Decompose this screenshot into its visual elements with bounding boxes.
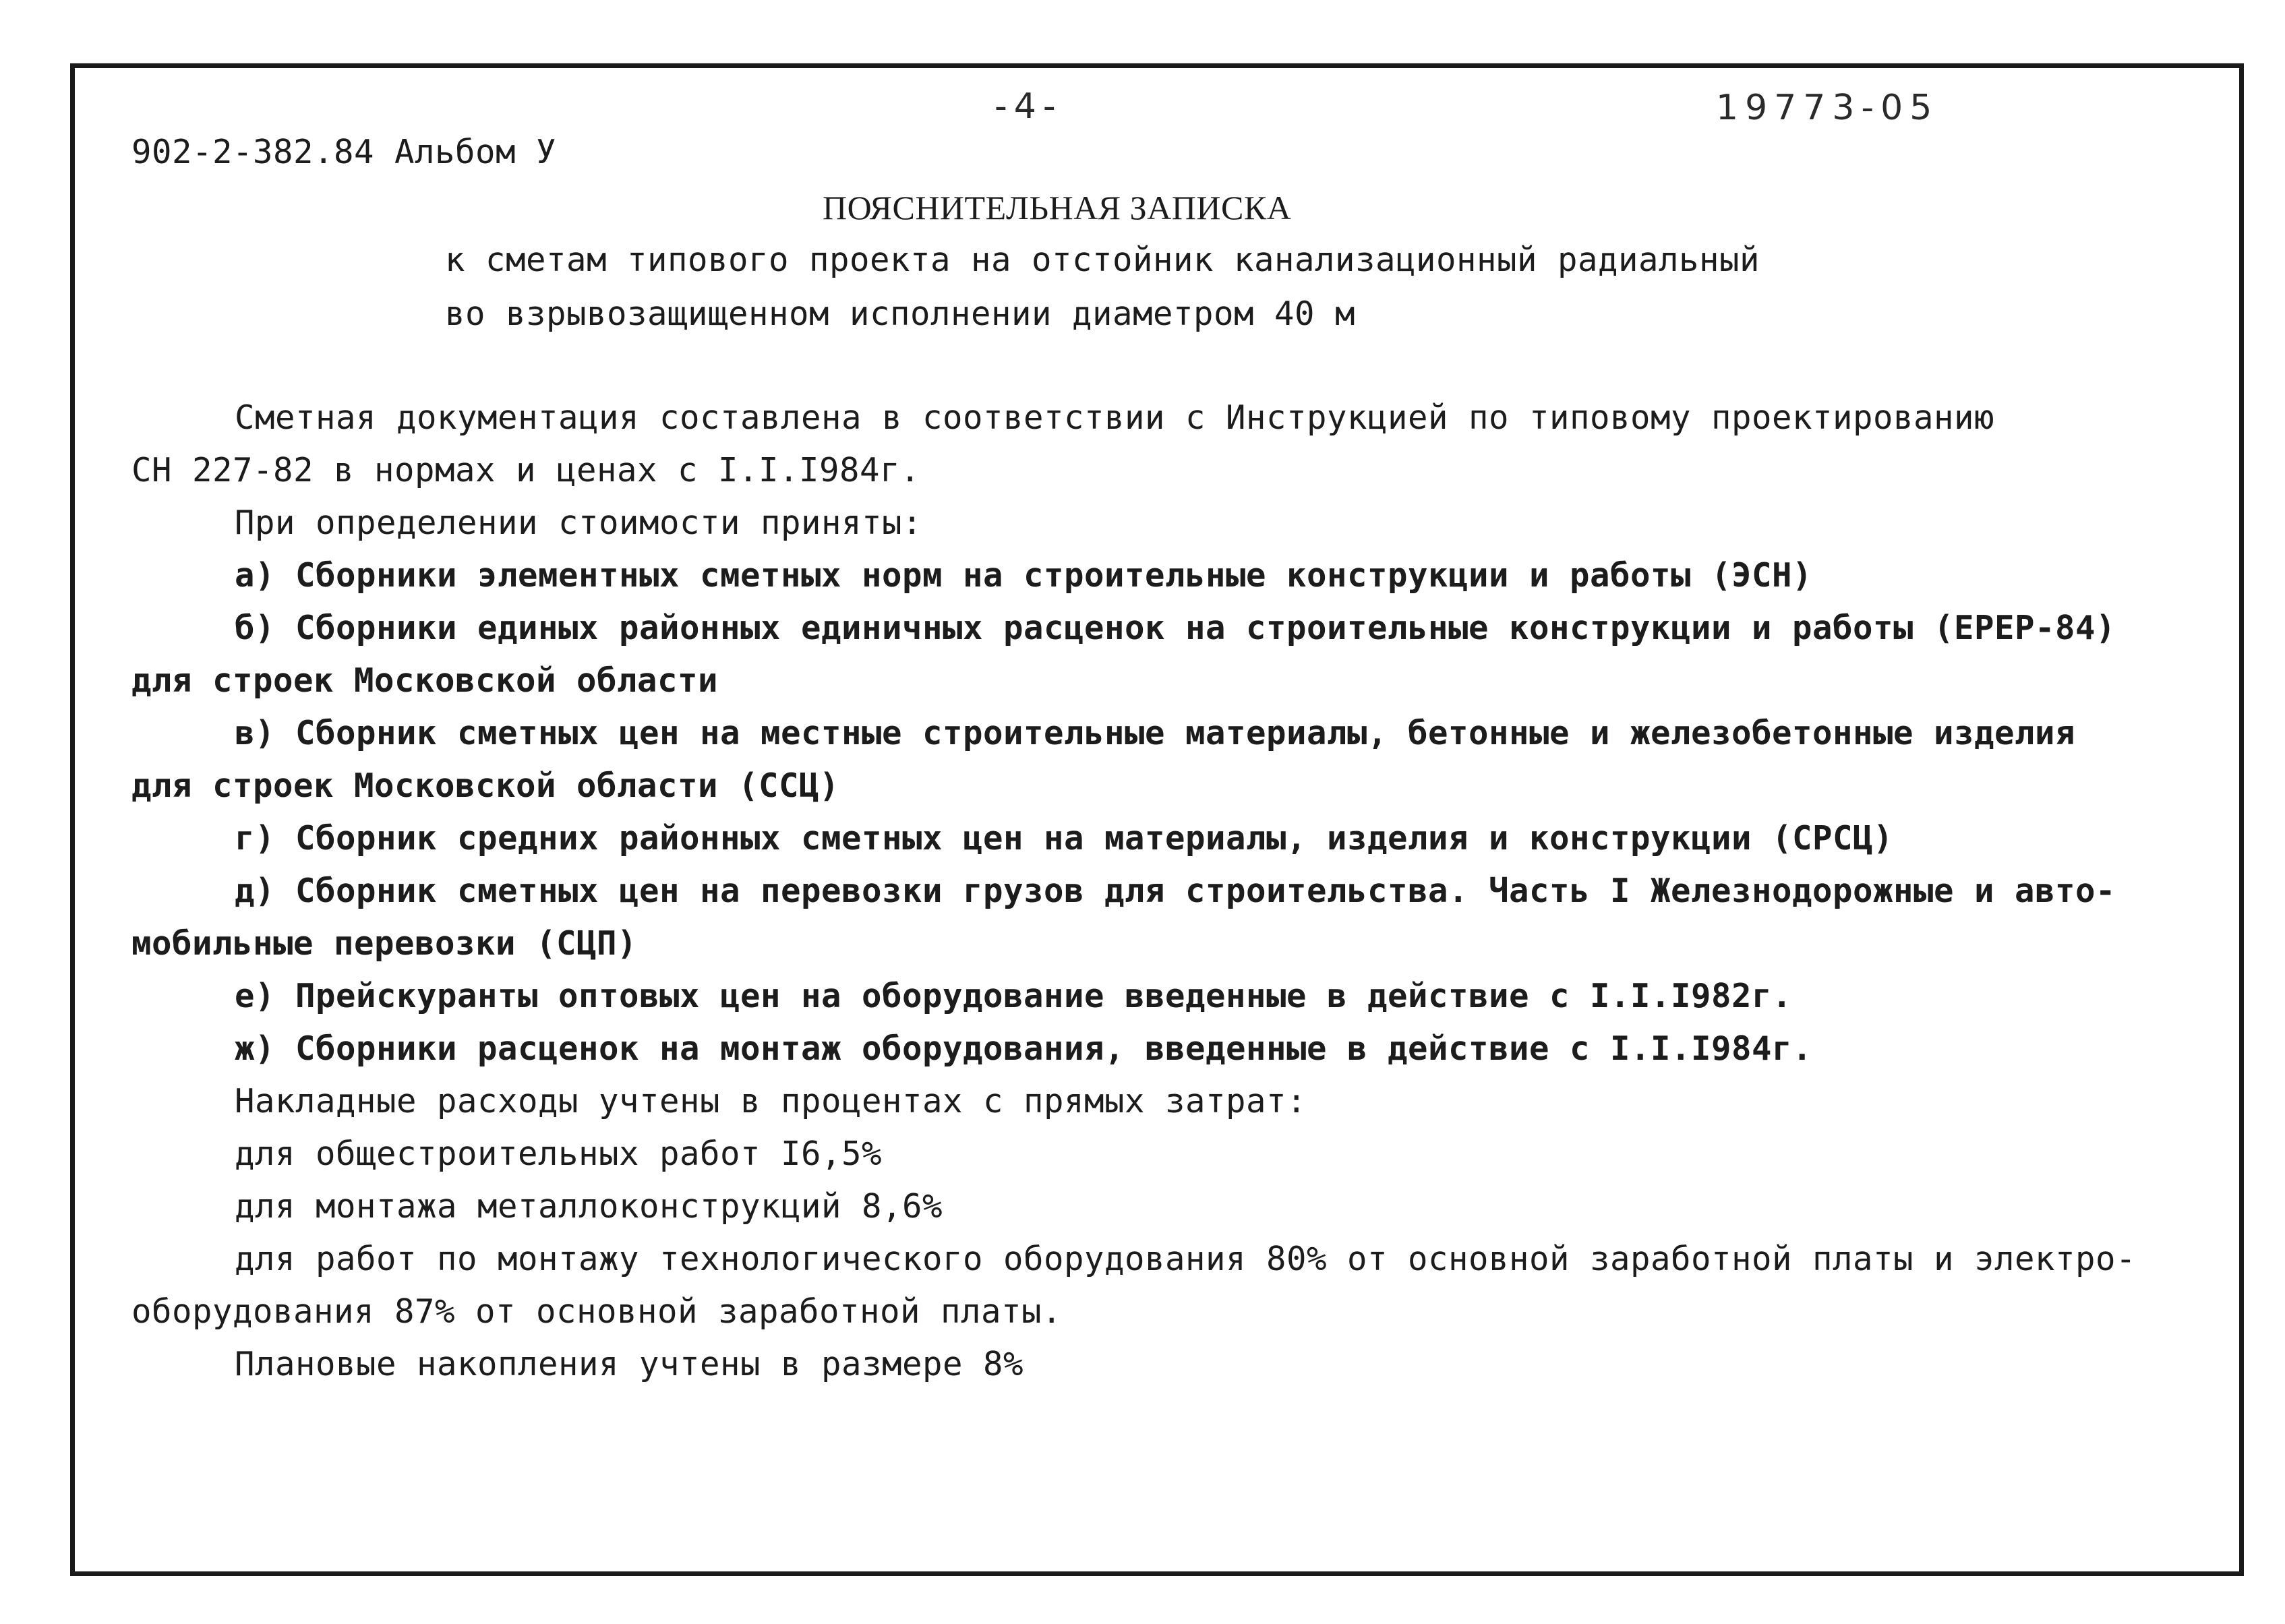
body-line: для строек Московской области (ССЦ) — [131, 766, 840, 805]
body-line: для строек Московской области — [131, 661, 719, 700]
body-line: д) Сборник сметных цен на перевозки грузов для строительства. Часть I Железнодорожные и авто- — [235, 872, 2116, 910]
body-line: мобильные перевозки (СЦП) — [131, 924, 638, 963]
body-line: б) Сборники единых районных единичных расценок на строительные конструкции и работы (ЕРЕР-84) — [235, 609, 2116, 647]
body-line: в) Сборник сметных цен на местные строительные материалы, бетонные и железобетонные изделия — [235, 714, 2076, 752]
body-line: Накладные расходы учтены в процентах с прямых затрат: — [235, 1082, 1307, 1120]
body-line: СН 227-82 в нормах и ценах с I.I.I984г. — [131, 451, 921, 489]
inventory-number: 19773-05 — [1716, 88, 1939, 128]
subheading-line-2: во взрывозащищенном исполнении диаметром 40 м — [445, 295, 1356, 333]
body-line: г) Сборник средних районных сметных цен на материалы, изделия и конструкции (СРСЦ) — [235, 819, 1894, 858]
body-line: Плановые накопления учтены в размере 8% — [235, 1345, 1024, 1383]
document-heading: ПОЯСНИТЕЛЬНАЯ ЗАПИСКА — [823, 189, 1292, 227]
body-line: Сметная документация составлена в соответствии с Инструкцией по типовому проектированию — [235, 398, 1995, 437]
body-line: оборудования 87% от основной заработной платы. — [131, 1292, 1063, 1331]
document-code: 902-2-382.84 Альбом У — [131, 133, 557, 171]
body-line: а) Сборники элементных сметных норм на строительные конструкции и работы (ЭСН) — [235, 556, 1813, 595]
body-line: е) Прейскуранты оптовых цен на оборудование введенные в действие с I.I.I982г. — [235, 977, 1793, 1015]
body-line: для работ по монтажу технологического оборудования 80% от основной заработной платы и электро- — [235, 1240, 2137, 1278]
body-line: При определении стоимости приняты: — [235, 504, 923, 542]
body-line: для монтажа металлоконструкций 8,6% — [235, 1187, 943, 1226]
page-number: -4- — [995, 86, 1063, 127]
body-line: для общестроительных работ I6,5% — [235, 1135, 883, 1173]
body-line: ж) Сборники расценок на монтаж оборудования, введенные в действие с I.I.I984г. — [235, 1029, 1813, 1068]
subheading-line-1: к сметам типового проекта на отстойник канализационный радиальный — [445, 241, 1760, 279]
